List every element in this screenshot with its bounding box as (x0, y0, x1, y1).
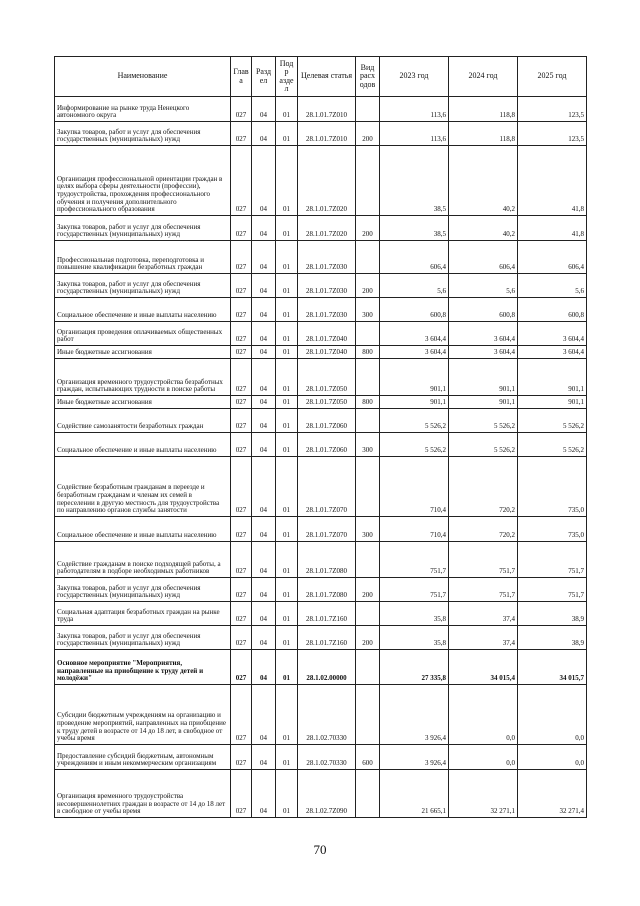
header-2024: 2024 год (449, 57, 518, 97)
cell-2024: 5,6 (449, 274, 518, 298)
cell-glava: 027 (231, 122, 252, 146)
cell-razdel: 04 (252, 298, 276, 322)
header-vid: Вид расх одов (356, 57, 380, 97)
cell-podrazdel: 01 (276, 433, 298, 457)
cell-target: 28.1.01.7Z160 (298, 626, 356, 650)
table-row (55, 626, 587, 650)
cell-razdel: 04 (252, 685, 276, 745)
cell-podrazdel: 01 (276, 274, 298, 298)
cell-razdel: 04 (252, 650, 276, 685)
cell-target: 28.1.01.7Z160 (298, 602, 356, 626)
cell-name: Предоставление субсидий бюджетным, автономным учреждениям и иным некоммерческим организациям (55, 745, 231, 770)
cell-2025: 123,5 (518, 97, 587, 122)
cell-glava: 027 (231, 602, 252, 626)
table-row (55, 97, 587, 122)
cell-vid (356, 146, 380, 216)
cell-2023: 5 526,2 (380, 409, 449, 433)
cell-podrazdel: 01 (276, 322, 298, 346)
table-row (55, 578, 587, 602)
cell-vid (356, 685, 380, 745)
cell-podrazdel: 01 (276, 770, 298, 818)
cell-2023: 5 526,2 (380, 433, 449, 457)
table-row (55, 359, 587, 396)
cell-razdel: 04 (252, 517, 276, 542)
cell-target: 28.1.02.00000 (298, 650, 356, 685)
table-row (55, 457, 587, 517)
cell-target: 28.1.01.7Z080 (298, 578, 356, 602)
cell-podrazdel: 01 (276, 517, 298, 542)
cell-2024: 5 526,2 (449, 433, 518, 457)
cell-podrazdel: 01 (276, 346, 298, 359)
cell-podrazdel: 01 (276, 216, 298, 241)
cell-2025: 600,8 (518, 298, 587, 322)
cell-name: Закупка товаров, работ и услуг для обеспечения государственных (муниципальных) нужд (55, 216, 231, 241)
cell-glava: 027 (231, 396, 252, 409)
cell-2025: 751,7 (518, 578, 587, 602)
cell-2025: 606,4 (518, 241, 587, 274)
cell-2025: 38,9 (518, 626, 587, 650)
cell-glava: 027 (231, 517, 252, 542)
header-target: Целевая статья (298, 57, 356, 97)
cell-glava: 027 (231, 433, 252, 457)
cell-2024: 118,8 (449, 122, 518, 146)
cell-2025: 41,8 (518, 216, 587, 241)
cell-2024: 0,0 (449, 745, 518, 770)
cell-2024: 37,4 (449, 626, 518, 650)
cell-2024: 32 271,1 (449, 770, 518, 818)
cell-vid (356, 97, 380, 122)
cell-podrazdel: 01 (276, 359, 298, 396)
cell-vid: 800 (356, 346, 380, 359)
cell-2023: 710,4 (380, 517, 449, 542)
cell-podrazdel: 01 (276, 146, 298, 216)
cell-2025: 3 604,4 (518, 322, 587, 346)
header-name: Наименование (55, 57, 231, 97)
table-row (55, 542, 587, 578)
cell-podrazdel: 01 (276, 626, 298, 650)
cell-2024: 40,2 (449, 216, 518, 241)
cell-2025: 735,0 (518, 457, 587, 517)
cell-2025: 41,8 (518, 146, 587, 216)
cell-podrazdel: 01 (276, 241, 298, 274)
table-row (55, 770, 587, 818)
cell-name: Закупка товаров, работ и услуг для обеспечения государственных (муниципальных) нужд (55, 626, 231, 650)
cell-vid (356, 409, 380, 433)
table-row (55, 685, 587, 745)
cell-target: 28.1.01.7Z050 (298, 359, 356, 396)
header-glava: Глав а (231, 57, 252, 97)
cell-2025: 123,5 (518, 122, 587, 146)
cell-2023: 3 604,4 (380, 322, 449, 346)
cell-2024: 720,2 (449, 517, 518, 542)
cell-target: 28.1.01.7Z070 (298, 457, 356, 517)
cell-2023: 38,5 (380, 146, 449, 216)
cell-podrazdel: 01 (276, 457, 298, 517)
cell-razdel: 04 (252, 216, 276, 241)
table-row (55, 322, 587, 346)
cell-name: Закупка товаров, работ и услуг для обеспечения государственных (муниципальных) нужд (55, 274, 231, 298)
cell-2024: 37,4 (449, 602, 518, 626)
cell-razdel: 04 (252, 359, 276, 396)
cell-razdel: 04 (252, 146, 276, 216)
table-row (55, 241, 587, 274)
cell-2023: 27 335,8 (380, 650, 449, 685)
cell-name: Социальное обеспечение и иные выплаты населению (55, 517, 231, 542)
cell-razdel: 04 (252, 433, 276, 457)
cell-glava: 027 (231, 626, 252, 650)
cell-target: 28.1.01.7Z010 (298, 97, 356, 122)
table-row (55, 409, 587, 433)
cell-name: Закупка товаров, работ и услуг для обеспечения государственных (муниципальных) нужд (55, 122, 231, 146)
cell-2024: 751,7 (449, 578, 518, 602)
cell-vid: 600 (356, 745, 380, 770)
cell-2023: 5,6 (380, 274, 449, 298)
cell-vid: 800 (356, 396, 380, 409)
cell-2024: 600,8 (449, 298, 518, 322)
cell-2025: 5 526,2 (518, 433, 587, 457)
cell-name: Социальная адаптация безработных граждан на рынке труда (55, 602, 231, 626)
cell-vid: 300 (356, 433, 380, 457)
cell-name: Содействие гражданам в поиске подходящей работы, а работодателям в подборе необходимых работников (55, 542, 231, 578)
cell-glava: 027 (231, 457, 252, 517)
budget-sheet (54, 56, 586, 818)
cell-2024: 606,4 (449, 241, 518, 274)
cell-2023: 38,5 (380, 216, 449, 241)
cell-2023: 3 926,4 (380, 745, 449, 770)
cell-razdel: 04 (252, 122, 276, 146)
cell-glava: 027 (231, 346, 252, 359)
cell-target: 28.1.01.7Z020 (298, 216, 356, 241)
cell-glava: 027 (231, 322, 252, 346)
cell-vid (356, 457, 380, 517)
cell-razdel: 04 (252, 745, 276, 770)
cell-2025: 38,9 (518, 602, 587, 626)
table-header-row (55, 57, 587, 97)
cell-podrazdel: 01 (276, 602, 298, 626)
cell-razdel: 04 (252, 241, 276, 274)
header-razdel: Разд ел (252, 57, 276, 97)
cell-glava: 027 (231, 578, 252, 602)
cell-2025: 0,0 (518, 745, 587, 770)
cell-vid: 300 (356, 298, 380, 322)
cell-2024: 901,1 (449, 359, 518, 396)
cell-razdel: 04 (252, 770, 276, 818)
cell-name: Профессиональная подготовка, переподготовка и повышение квалификации безработных граждан (55, 241, 231, 274)
cell-name: Организация проведения оплачиваемых общественных работ (55, 322, 231, 346)
cell-razdel: 04 (252, 457, 276, 517)
table-row (55, 346, 587, 359)
cell-podrazdel: 01 (276, 298, 298, 322)
header-podrazdel: Подр азде л (276, 57, 298, 97)
cell-razdel: 04 (252, 346, 276, 359)
table-row (55, 146, 587, 216)
cell-vid: 200 (356, 626, 380, 650)
cell-2025: 735,0 (518, 517, 587, 542)
budget-table (54, 56, 587, 818)
cell-podrazdel: 01 (276, 542, 298, 578)
cell-vid (356, 602, 380, 626)
cell-glava: 027 (231, 298, 252, 322)
cell-glava: 027 (231, 216, 252, 241)
cell-podrazdel: 01 (276, 409, 298, 433)
cell-2024: 34 015,4 (449, 650, 518, 685)
cell-razdel: 04 (252, 274, 276, 298)
cell-2023: 710,4 (380, 457, 449, 517)
cell-target: 28.1.01.7Z030 (298, 298, 356, 322)
cell-2025: 3 604,4 (518, 346, 587, 359)
cell-razdel: 04 (252, 626, 276, 650)
cell-2023: 113,6 (380, 122, 449, 146)
cell-razdel: 04 (252, 409, 276, 433)
header-2023: 2023 год (380, 57, 449, 97)
cell-2025: 32 271,4 (518, 770, 587, 818)
cell-target: 28.1.02.70330 (298, 745, 356, 770)
cell-vid: 200 (356, 122, 380, 146)
cell-name: Основное мероприятие "Мероприятия, направленные на приобщение к труду детей и молодёжи" (55, 650, 231, 685)
cell-name: Социальное обеспечение и иные выплаты населению (55, 298, 231, 322)
cell-2023: 35,8 (380, 626, 449, 650)
cell-name: Закупка товаров, работ и услуг для обеспечения государственных (муниципальных) нужд (55, 578, 231, 602)
cell-vid (356, 770, 380, 818)
table-row (55, 216, 587, 241)
cell-vid (356, 322, 380, 346)
cell-vid: 300 (356, 517, 380, 542)
cell-name: Информирование на рынке труда Ненецкого автономного округа (55, 97, 231, 122)
cell-vid (356, 542, 380, 578)
table-row (55, 122, 587, 146)
cell-vid: 200 (356, 216, 380, 241)
cell-target: 28.1.02.70330 (298, 685, 356, 745)
cell-podrazdel: 01 (276, 650, 298, 685)
cell-2024: 0,0 (449, 685, 518, 745)
cell-glava: 027 (231, 409, 252, 433)
cell-2025: 901,1 (518, 359, 587, 396)
cell-2023: 901,1 (380, 359, 449, 396)
cell-target: 28.1.01.7Z040 (298, 322, 356, 346)
cell-glava: 027 (231, 274, 252, 298)
cell-glava: 027 (231, 685, 252, 745)
cell-2023: 901,1 (380, 396, 449, 409)
cell-2024: 720,2 (449, 457, 518, 517)
cell-2025: 751,7 (518, 542, 587, 578)
cell-name: Содействие безработным гражданам в переезде и безработным гражданам и членам их семей в переселении в другую местность для трудоустройства по направлению органов службы занятости (55, 457, 231, 517)
cell-2025: 5,6 (518, 274, 587, 298)
cell-podrazdel: 01 (276, 745, 298, 770)
cell-razdel: 04 (252, 578, 276, 602)
page-number: 70 (313, 842, 327, 857)
table-row (55, 396, 587, 409)
cell-2023: 3 604,4 (380, 346, 449, 359)
table-row (55, 274, 587, 298)
cell-vid (356, 241, 380, 274)
cell-podrazdel: 01 (276, 578, 298, 602)
cell-name: Организация профессиональной ориентации граждан в целях выбора сферы деятельности (профессии), трудоустройства, прохождения профессионального обучения и получения дополнительного профессионального образования (55, 146, 231, 216)
cell-glava: 027 (231, 97, 252, 122)
table-row (55, 602, 587, 626)
cell-2023: 21 665,1 (380, 770, 449, 818)
cell-name: Организация временного трудоустройства безработных граждан, испытывающих трудности в поиске работы (55, 359, 231, 396)
cell-glava: 027 (231, 146, 252, 216)
cell-glava: 027 (231, 770, 252, 818)
table-row (55, 298, 587, 322)
cell-glava: 027 (231, 542, 252, 578)
cell-2024: 3 604,4 (449, 346, 518, 359)
cell-target: 28.1.01.7Z050 (298, 396, 356, 409)
cell-target: 28.1.01.7Z070 (298, 517, 356, 542)
cell-2024: 3 604,4 (449, 322, 518, 346)
cell-2023: 606,4 (380, 241, 449, 274)
cell-glava: 027 (231, 745, 252, 770)
cell-name: Иные бюджетные ассигнования (55, 396, 231, 409)
cell-2023: 751,7 (380, 542, 449, 578)
cell-razdel: 04 (252, 396, 276, 409)
cell-razdel: 04 (252, 97, 276, 122)
cell-name: Иные бюджетные ассигнования (55, 346, 231, 359)
table-row (55, 650, 587, 685)
cell-name: Содействие самозанятости безработных граждан (55, 409, 231, 433)
cell-target: 28.1.01.7Z040 (298, 346, 356, 359)
table-row (55, 433, 587, 457)
header-2025: 2025 год (518, 57, 587, 97)
cell-podrazdel: 01 (276, 685, 298, 745)
cell-target: 28.1.01.7Z010 (298, 122, 356, 146)
cell-name: Субсидии бюджетным учреждениям на организацию и проведение мероприятий, направленных на приобщение к труду детей в возрасте от 14 до 18 лет, в свободное от учебы время (55, 685, 231, 745)
cell-glava: 027 (231, 359, 252, 396)
cell-2025: 0,0 (518, 685, 587, 745)
cell-2024: 40,2 (449, 146, 518, 216)
cell-razdel: 04 (252, 322, 276, 346)
cell-2023: 600,8 (380, 298, 449, 322)
cell-2024: 118,8 (449, 97, 518, 122)
cell-target: 28.1.02.7Z090 (298, 770, 356, 818)
cell-target: 28.1.01.7Z020 (298, 146, 356, 216)
cell-target: 28.1.01.7Z060 (298, 433, 356, 457)
cell-vid (356, 650, 380, 685)
cell-2024: 5 526,2 (449, 409, 518, 433)
cell-vid: 200 (356, 578, 380, 602)
cell-vid: 200 (356, 274, 380, 298)
cell-2024: 751,7 (449, 542, 518, 578)
cell-2025: 901,1 (518, 396, 587, 409)
cell-target: 28.1.01.7Z030 (298, 274, 356, 298)
cell-razdel: 04 (252, 542, 276, 578)
table-row (55, 517, 587, 542)
cell-podrazdel: 01 (276, 122, 298, 146)
cell-2023: 113,6 (380, 97, 449, 122)
cell-2025: 34 015,7 (518, 650, 587, 685)
cell-glava: 027 (231, 241, 252, 274)
cell-2024: 901,1 (449, 396, 518, 409)
cell-2023: 35,8 (380, 602, 449, 626)
cell-name: Социальное обеспечение и иные выплаты населению (55, 433, 231, 457)
cell-razdel: 04 (252, 602, 276, 626)
cell-name: Организация временного трудоустройства несовершеннолетних граждан в возрасте от 14 до 18 лет в свободное от учебы время (55, 770, 231, 818)
cell-2023: 751,7 (380, 578, 449, 602)
cell-glava: 027 (231, 650, 252, 685)
cell-target: 28.1.01.7Z080 (298, 542, 356, 578)
cell-podrazdel: 01 (276, 396, 298, 409)
cell-target: 28.1.01.7Z060 (298, 409, 356, 433)
table-row (55, 745, 587, 770)
cell-2025: 5 526,2 (518, 409, 587, 433)
cell-podrazdel: 01 (276, 97, 298, 122)
cell-2023: 3 926,4 (380, 685, 449, 745)
cell-target: 28.1.01.7Z030 (298, 241, 356, 274)
cell-vid (356, 359, 380, 396)
